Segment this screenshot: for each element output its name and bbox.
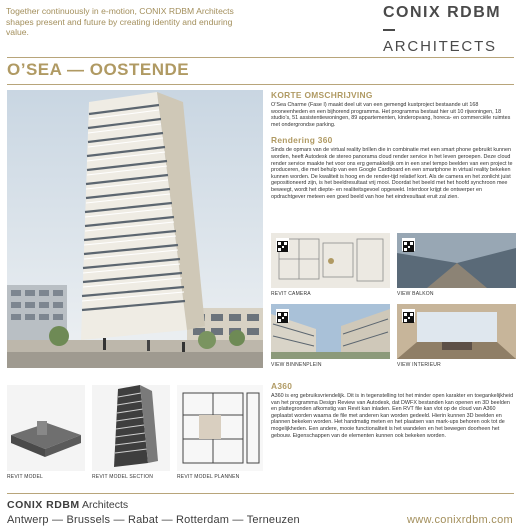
revit-model-section-3d: [92, 385, 170, 471]
page-title: O’SEA — OOSTENDE: [7, 60, 190, 79]
qr-code-icon: [276, 238, 289, 251]
caption-view-binnenplein: VIEW BINNENPLEIN: [271, 362, 322, 368]
section-title-a360: A360: [271, 381, 293, 391]
a360-text: A360 is erg gebruiksvriendelijk. Dit is in tegenstelling tot het minder open karakter en toegankelijkheid van het programma Design Review van Autodesk, dat DWFX bestanden kan openen en 3D beelden en plattegronden afkomstig van Revit kan inladen. Een RVT file kan vlot op de cloud van A360 geplaatst worden waarna de file met anderen kan worden gedeeld. Hierin kunnen 3D beelden en plannen bekeken worden. Het handmatig meten en het plaatsen van mark-ups behoren ook tot de mogelijkheden. Een andere, mooie functionaliteit is het wandelen en het bewegen doorheen het gebouw. Eigenschappen van de elementen kunnen ook bekeken worden.: [271, 393, 514, 439]
qr-code-icon: [402, 309, 415, 322]
korte-omschrijving-text: O’Sea Charme (Fase I) maakt deel uit van een gemengd kustproject bestaande uit 168 wooneenheden en een bijhorend programma. Het programma bestaat hier uit 10 rijwoningen, 18 studio’s, 51 assistentiewoningen, 89 appartementen, kinderopvang, horeca- en commerciële ruimtes met ondergrondse parking.: [271, 102, 511, 128]
revit-model-floorplan: [177, 385, 263, 471]
caption-revit-camera: REVIT CAMERA: [271, 291, 311, 297]
logo-bottom-line: [383, 21, 513, 55]
qr-code-icon: [402, 238, 415, 251]
qr-code-icon: [276, 309, 289, 322]
revit-model-section-image: [92, 385, 170, 471]
logo-top-text: CONIX RDBM: [383, 4, 502, 21]
footer-office-cities: Antwerp — Brussels — Rabat — Rotterdam — Terneuzen: [7, 514, 300, 526]
rendering-360-text: Sinds de opmars van de virtual reality brillen die in combinatie met een smart phone gebruikt kunnen worden, heeft Autodesk de stereo panorama cloud render service in het leven geroepen. Deze cloud render service maakte het voor ons erg gemakkelijk om in een snel tempo beelden van een project te produceren, die met behulp van een Google Cardboard en een smartphone in virtual reality bekeken kunnen worden. De kwaliteit is hoog en de render-tijd relatief kort. Als de camera en het zonlicht juist gepositioneerd zijn, is het beeldresultaat vrij mooi. Doordat het beeld met het hoofd synchroon mee beweegt, wordt het diepte- en realiteitsgevoel opgewekt. Interdoor krijgt de ontwerper en opdrachtgever meteen een goed beeld van hoe het eindresultaat eruit zal zien.: [271, 147, 513, 200]
view-balkon-image: [397, 233, 516, 288]
footer-divider: [7, 493, 514, 494]
section-title-rendering-360: Rendering 360: [271, 135, 333, 146]
logo-bottom-text: ARCHITECTS: [383, 38, 497, 55]
view-interieur-image: [397, 304, 516, 359]
caption-revit-model-plannen: REVIT MODEL PLANNEN: [177, 474, 240, 480]
view-binnenplein-image: [271, 304, 390, 359]
footer-company-rest: Architects: [82, 499, 129, 511]
caption-revit-model: REVIT MODEL: [7, 474, 44, 480]
description-column: [271, 90, 516, 200]
revit-camera-image: [271, 233, 390, 288]
caption-view-interieur: VIEW INTERIEUR: [397, 362, 441, 368]
title-divider: [7, 84, 514, 85]
header-divider: [7, 57, 514, 58]
section-title-korte-omschrijving: KORTE OMSCHRIJVING: [271, 90, 373, 100]
revit-model-plannen-image: [177, 385, 263, 471]
tagline: Together continuously in e-motion, CONIX RDBM Architects shapes present and future by creating identity and enduring value.: [6, 6, 234, 37]
revit-model-image: [7, 385, 85, 471]
caption-view-balkon: VIEW BALKON: [397, 291, 434, 297]
revit-model-3d: [7, 385, 85, 471]
logo-dash: [383, 29, 395, 31]
footer-website-link[interactable]: www.conixrdbm.com: [407, 514, 513, 526]
caption-revit-model-section: REVIT MODEL SECTION: [92, 474, 154, 480]
footer-company-bold: CONIX RDBM: [7, 499, 80, 511]
tower-rendering: [7, 90, 263, 368]
company-logo: [383, 4, 513, 55]
hero-rendering-image: [7, 90, 263, 368]
a360-section: [271, 381, 516, 439]
header: [0, 0, 521, 58]
footer-company-name: [7, 499, 128, 511]
